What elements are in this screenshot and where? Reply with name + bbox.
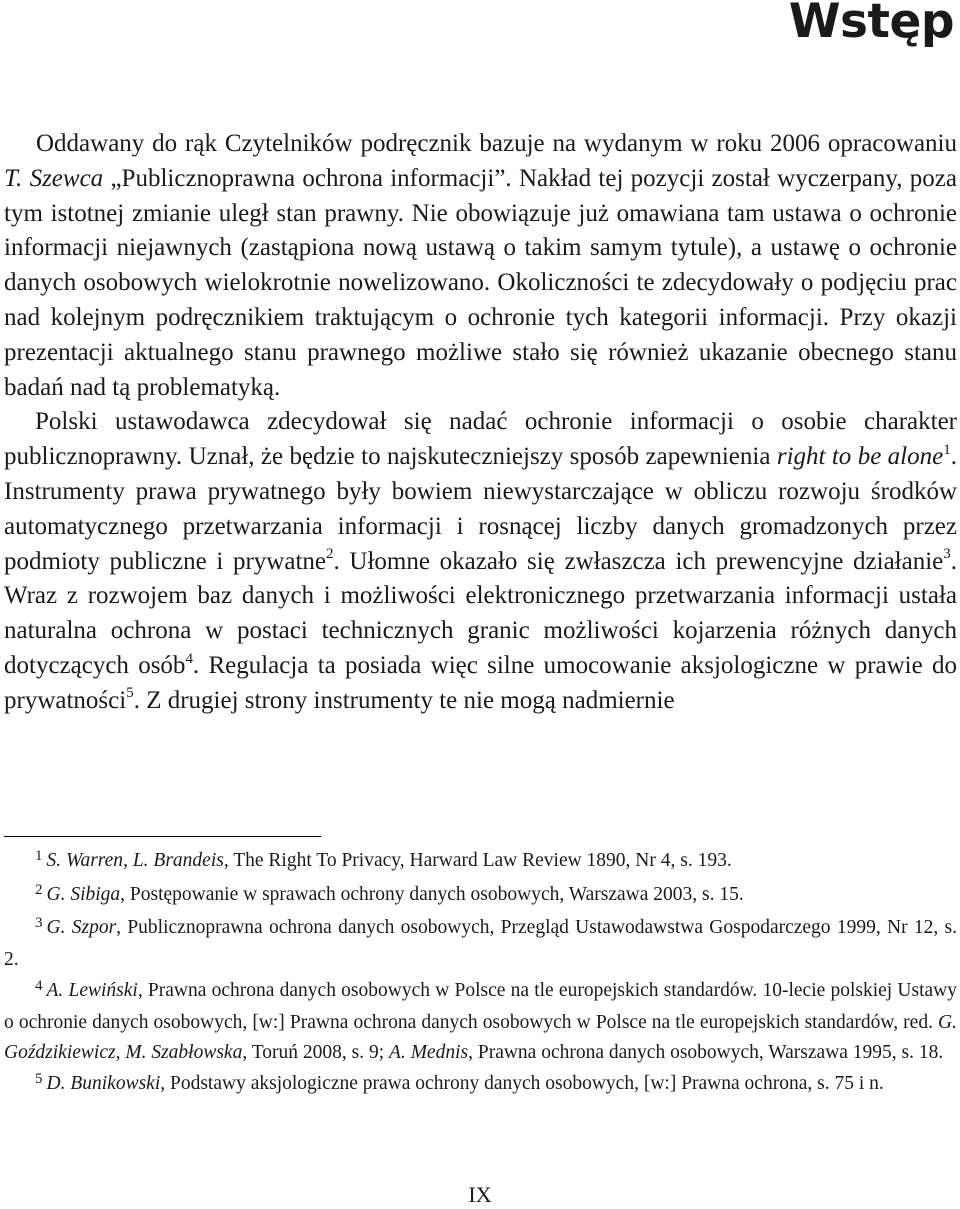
footnote-author: L. Brandeis [132,850,224,871]
footnote [4,976,957,1067]
footnote-text: , Publicznoprawna ochrona danych osobowych, Przegląd Ustawodawstwa Gospodarczego 1999, Nr 12, s. 2. [4,917,957,970]
text-run: Polski ustawodawca zdecydował się nadać ochronie informacji o osobie charakter publicznoprawny. Uznał, że będzie to najskuteczniejszy sposób zapewnienia [4,408,957,471]
footnote-ref-2[interactable]: 2 [326,546,334,563]
footnote-text: , Postępowanie w sprawach ochrony danych osobowych, Warszawa 2003, s. 15. [120,883,744,905]
footnote-ref-3[interactable]: 3 [943,546,951,563]
footnote-text: , The Right To Privacy, Harward Law Review 1890, Nr 4, s. 193. [223,850,732,871]
footnote-ref-4[interactable]: 4 [185,650,193,667]
text-run: . Regulacja ta posiada więc silne umocowanie aksjologiczne w prawie do prywatności [4,651,957,714]
footnote-divider [4,836,321,837]
footnote [4,846,957,878]
body-text [4,127,957,719]
emphasis-phrase: right to be alone [776,443,944,471]
footnote-ref-1[interactable]: 1 [943,441,951,458]
footnote-number: 2 [35,881,43,898]
footnote [4,880,957,912]
footnote-text: , Toruń 2008, s. 9; [242,1041,390,1063]
author-name: T. Szewca [4,164,104,192]
text-run: „Publicznoprawna ochrona informacji”. Nakład tej pozycji został wyczerpany, poza tym istotnej zmianie uległ stan prawny. Nie obowiązuje już omawiana tam ustawa o ochronie informacji niejawnych (zastąpiona nową ustawą o takim samym tytule), a ustawę o ochronie danych osobowych wielokrotnie nowelizowano. Okoliczności te zdecydowały o podjęciu prac nad kolejnym podręcznikiem traktującym o ochronie tych kategorii informacji. Przy okazji prezentacji aktualnego stanu prawnego możliwe stało się również ukazanie obecnego stanu badań nad tą problematyką. [4,164,957,401]
footnote-text: , Prawna ochrona danych osobowych w Polsce na tle europejskich standardów. 10-lecie polskiej Ustawy o ochronie danych osobowych, [w:] Prawna ochrona danych osobowych w Polsce na tle europejskich standardów, red. [4,980,958,1033]
footnote-text: , [115,1041,126,1063]
footnote-author: G. Sibiga [46,883,121,905]
footnote-author: G. Goździkiewicz [4,1011,957,1063]
footnote-text: , [123,850,133,871]
footnote-number: 3 [35,915,43,932]
text-run: . Wraz z rozwojem baz danych i możliwości elektronicznego przetwarzania informacji ustała naturalna ochrona w postaci technicznych granic możliwości kojarzenia różnych danych dotyczących osób [4,547,958,679]
footnote-author: M. Szabłowska [125,1041,243,1063]
footnote [4,1069,957,1101]
text-run: . Ułomne okazało się zwłaszcza ich prewencyjne działanie [333,547,944,575]
footnote-ref-5[interactable]: 5 [126,685,134,702]
footnote-author: A. Lewiński [46,980,138,1002]
text-run: Oddawany do rąk Czytelników podręcznik bazuje na wydanym w roku 2006 opracowaniu [36,130,957,157]
page-title: Wstęp [788,0,954,49]
footnote [4,913,957,974]
footnote-number: 5 [35,1071,43,1088]
footnote-author: A. Mednis [389,1041,469,1063]
paragraph-1 [4,127,957,405]
footnote-text: , Podstawy aksjologiczne prawa ochrony danych osobowych, [w:] Prawna ochrona, s. 75 i n. [160,1073,884,1095]
page-number: IX [468,1182,492,1207]
text-run: . Z drugiej strony instrumenty te nie mogą nadmiernie [133,686,675,714]
text-run: . Instrumenty prawa prywatnego były bowiem niewystarczające w obliczu rozwoju środków automatycznego przetwarzania informacji i rosnącej liczby danych gromadzonych przez podmioty publiczne i prywatne [4,443,957,575]
footnote-author: G. Szpor [46,917,117,939]
footnote-number: 4 [35,978,43,995]
footnote-author: S. Warren [46,850,124,871]
footnote-text: , Prawna ochrona danych osobowych, Warszawa 1995, s. 18. [468,1041,944,1063]
paragraph-2 [4,405,957,718]
footnotes [4,846,957,1101]
footnote-author: D. Bunikowski [46,1073,161,1095]
footnote-number: 1 [35,848,43,864]
